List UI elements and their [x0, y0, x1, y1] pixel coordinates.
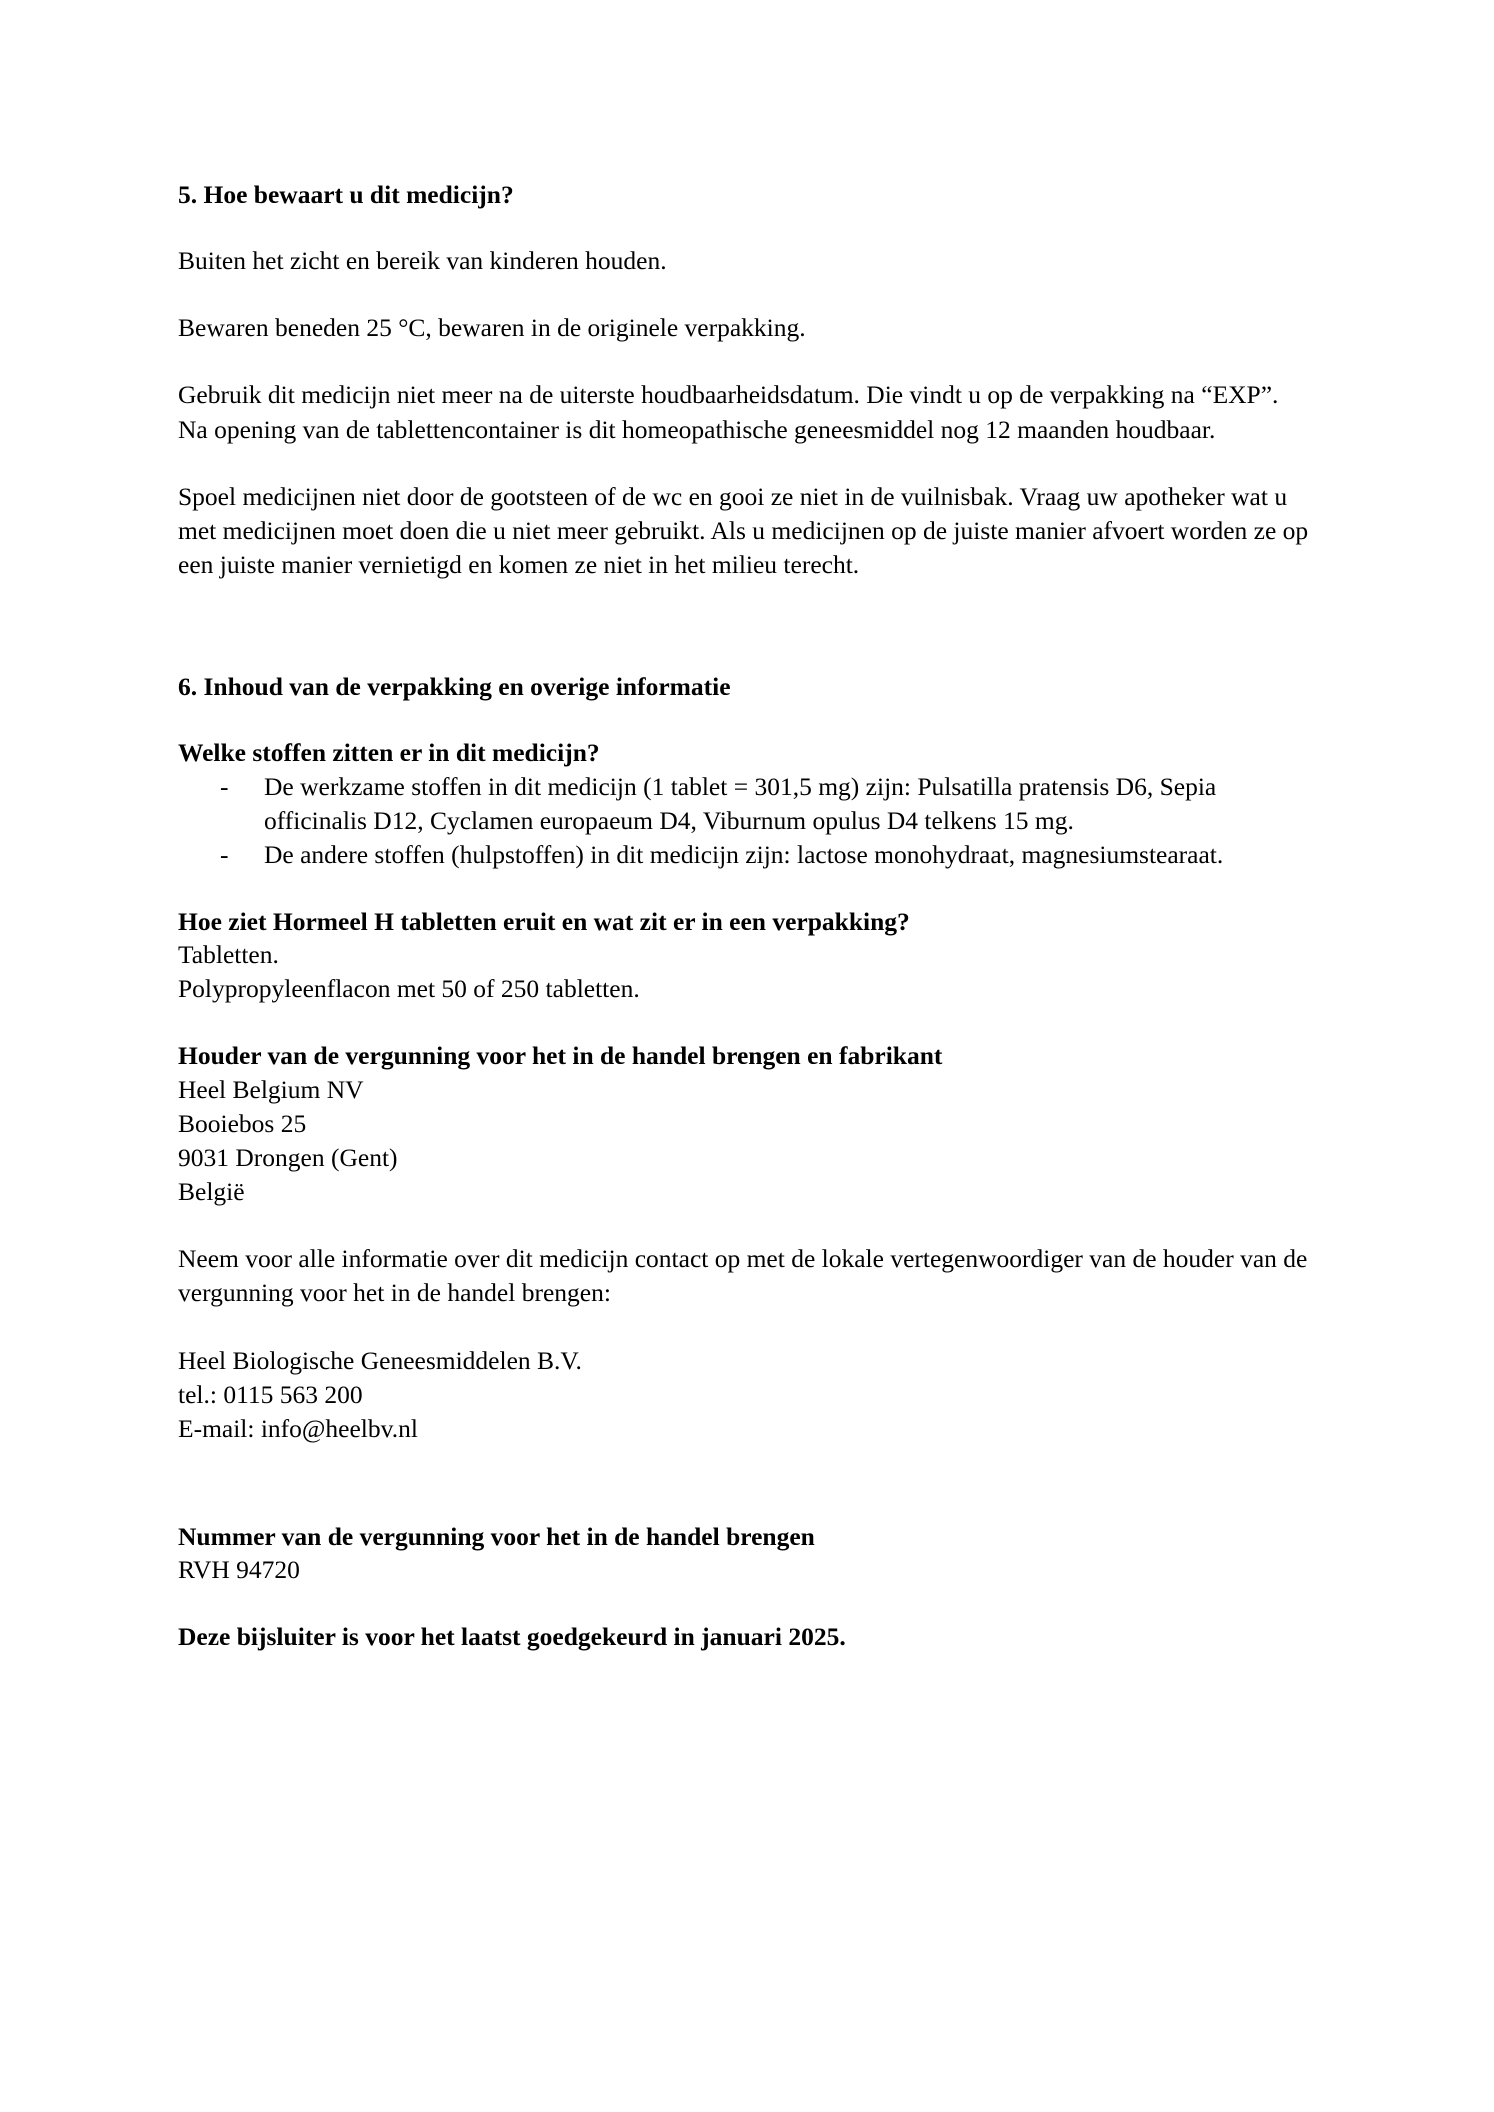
section-5-paragraph-4: Na opening van de tablettencontainer is dit homeopathische geneesmiddel nog 12 maanden houdbaar. — [178, 414, 1216, 444]
list-item-text: De werkzame stoffen in dit medicijn (1 tablet = 301,5 mg) zijn: Pulsatilla pratensis D6, Sepia officinalis D12, Cyclamen europaeum D4, Viburnum opulus D4 telkens 15 mg. — [264, 771, 1217, 835]
substances-list — [178, 770, 1319, 872]
holder-line-1: Heel Belgium NV — [178, 1074, 364, 1104]
authorisation-number-heading: Nummer van de vergunning voor het in de handel brengen — [178, 1521, 815, 1551]
dash-bullet: - — [220, 839, 229, 869]
substances-heading: Welke stoffen zitten er in dit medicijn? — [178, 738, 600, 768]
leaflet-body — [178, 178, 1319, 1653]
local-representative-intro: Neem voor alle informatie over dit medicijn contact op met de lokale vertegenwoordiger van de houder van de vergunning voor het in de handel brengen: — [178, 1244, 1308, 1308]
holder-line-2: Booiebos 25 — [178, 1108, 307, 1138]
holder-line-4: België — [178, 1177, 245, 1207]
list-item — [178, 838, 1319, 872]
section-5-paragraph-3: Gebruik dit medicijn niet meer na de uiterste houdbaarheidsdatum. Die vindt u op de verpakking na “EXP”. — [178, 380, 1279, 410]
authorisation-number-value: RVH 94720 — [178, 1555, 300, 1585]
list-item-text: De andere stoffen (hulpstoffen) in dit medicijn zijn: lactose monohydraat, magnesiumstearaat. — [264, 839, 1224, 869]
local-representative-phone: tel.: 0115 563 200 — [178, 1379, 363, 1409]
appearance-line-2: Polypropyleenflacon met 50 of 250 tabletten. — [178, 974, 640, 1004]
dash-bullet: - — [220, 771, 229, 801]
list-item — [178, 770, 1319, 838]
section-5-paragraph-2: Bewaren beneden 25 °C, bewaren in de originele verpakking. — [178, 313, 806, 343]
local-representative-line-1: Heel Biologische Geneesmiddelen B.V. — [178, 1345, 582, 1375]
local-representative-email: E-mail: info@heelbv.nl — [178, 1413, 418, 1443]
section-5-heading: 5. Hoe bewaart u dit medicijn? — [178, 180, 514, 209]
marketing-authorisation-holder-heading: Houder van de vergunning voor het in de handel brengen en fabrikant — [178, 1041, 943, 1071]
appearance-line-1: Tabletten. — [178, 940, 279, 970]
holder-line-3: 9031 Drongen (Gent) — [178, 1142, 398, 1172]
section-6-heading: 6. Inhoud van de verpakking en overige informatie — [178, 672, 731, 702]
section-5-paragraph-1: Buiten het zicht en bereik van kinderen houden. — [178, 246, 667, 276]
section-5-paragraph-5: Spoel medicijnen niet door de gootsteen of de wc en gooi ze niet in de vuilnisbak. Vraag uw apotheker wat u met medicijnen moet doen die u niet meer gebruikt. Als u medicijnen op de juiste manier afvoert worden ze op een juiste manier vernietigd en komen ze niet in het milieu terecht. — [178, 481, 1309, 580]
approval-date: Deze bijsluiter is voor het laatst goedgekeurd in januari 2025. — [178, 1622, 846, 1652]
appearance-heading: Hoe ziet Hormeel H tabletten eruit en wat zit er in een verpakking? — [178, 906, 910, 936]
